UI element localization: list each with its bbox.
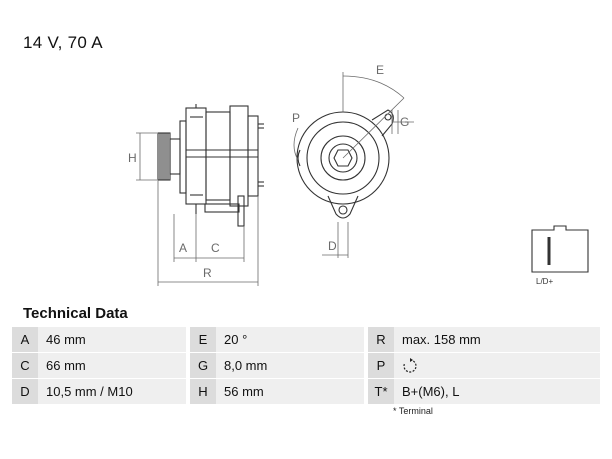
product-headline: 14 V, 70 A: [23, 33, 103, 52]
label-p: P: [292, 111, 301, 125]
clockwise-rotation-icon: [402, 358, 418, 374]
technical-data-table: [12, 327, 600, 405]
label-g: G: [400, 115, 410, 129]
dim-e-arc: [343, 76, 404, 98]
spec-value: 66 mm: [38, 353, 186, 379]
table-row: [12, 379, 600, 405]
spec-value: 20 °: [216, 327, 364, 353]
label-r: R: [203, 266, 212, 280]
spec-value: 46 mm: [38, 327, 186, 353]
spec-value-rotation: [394, 353, 600, 379]
spec-key: C: [12, 353, 38, 379]
section-title: Technical Data: [23, 305, 128, 322]
table-row: [12, 327, 600, 353]
pulley-side-view: [158, 121, 186, 193]
spec-key: A: [12, 327, 38, 353]
spec-value: 8,0 mm: [216, 353, 364, 379]
alternator-body-side-view: [186, 104, 264, 226]
spec-key: R: [368, 327, 394, 353]
spec-value: 10,5 mm / M10: [38, 379, 186, 405]
label-e: E: [376, 63, 385, 77]
spec-key: G: [190, 353, 216, 379]
spec-value: max. 158 mm: [394, 327, 600, 353]
spec-key: E: [190, 327, 216, 353]
label-a: A: [179, 241, 188, 255]
spec-value: B+(M6), L: [394, 379, 600, 405]
connector-caption: L/D+: [536, 277, 554, 286]
alternator-front-view: [297, 110, 393, 218]
spec-value: 56 mm: [216, 379, 364, 405]
spec-key: H: [190, 379, 216, 405]
spec-key: T*: [368, 379, 394, 405]
spec-key: D: [12, 379, 38, 405]
label-h: H: [128, 151, 137, 165]
spec-key: P: [368, 353, 394, 379]
connector-icon: [532, 226, 588, 272]
table-row: [12, 353, 600, 379]
label-c: C: [211, 241, 220, 255]
label-d: D: [328, 239, 337, 253]
terminal-footnote: * Terminal: [393, 406, 433, 416]
